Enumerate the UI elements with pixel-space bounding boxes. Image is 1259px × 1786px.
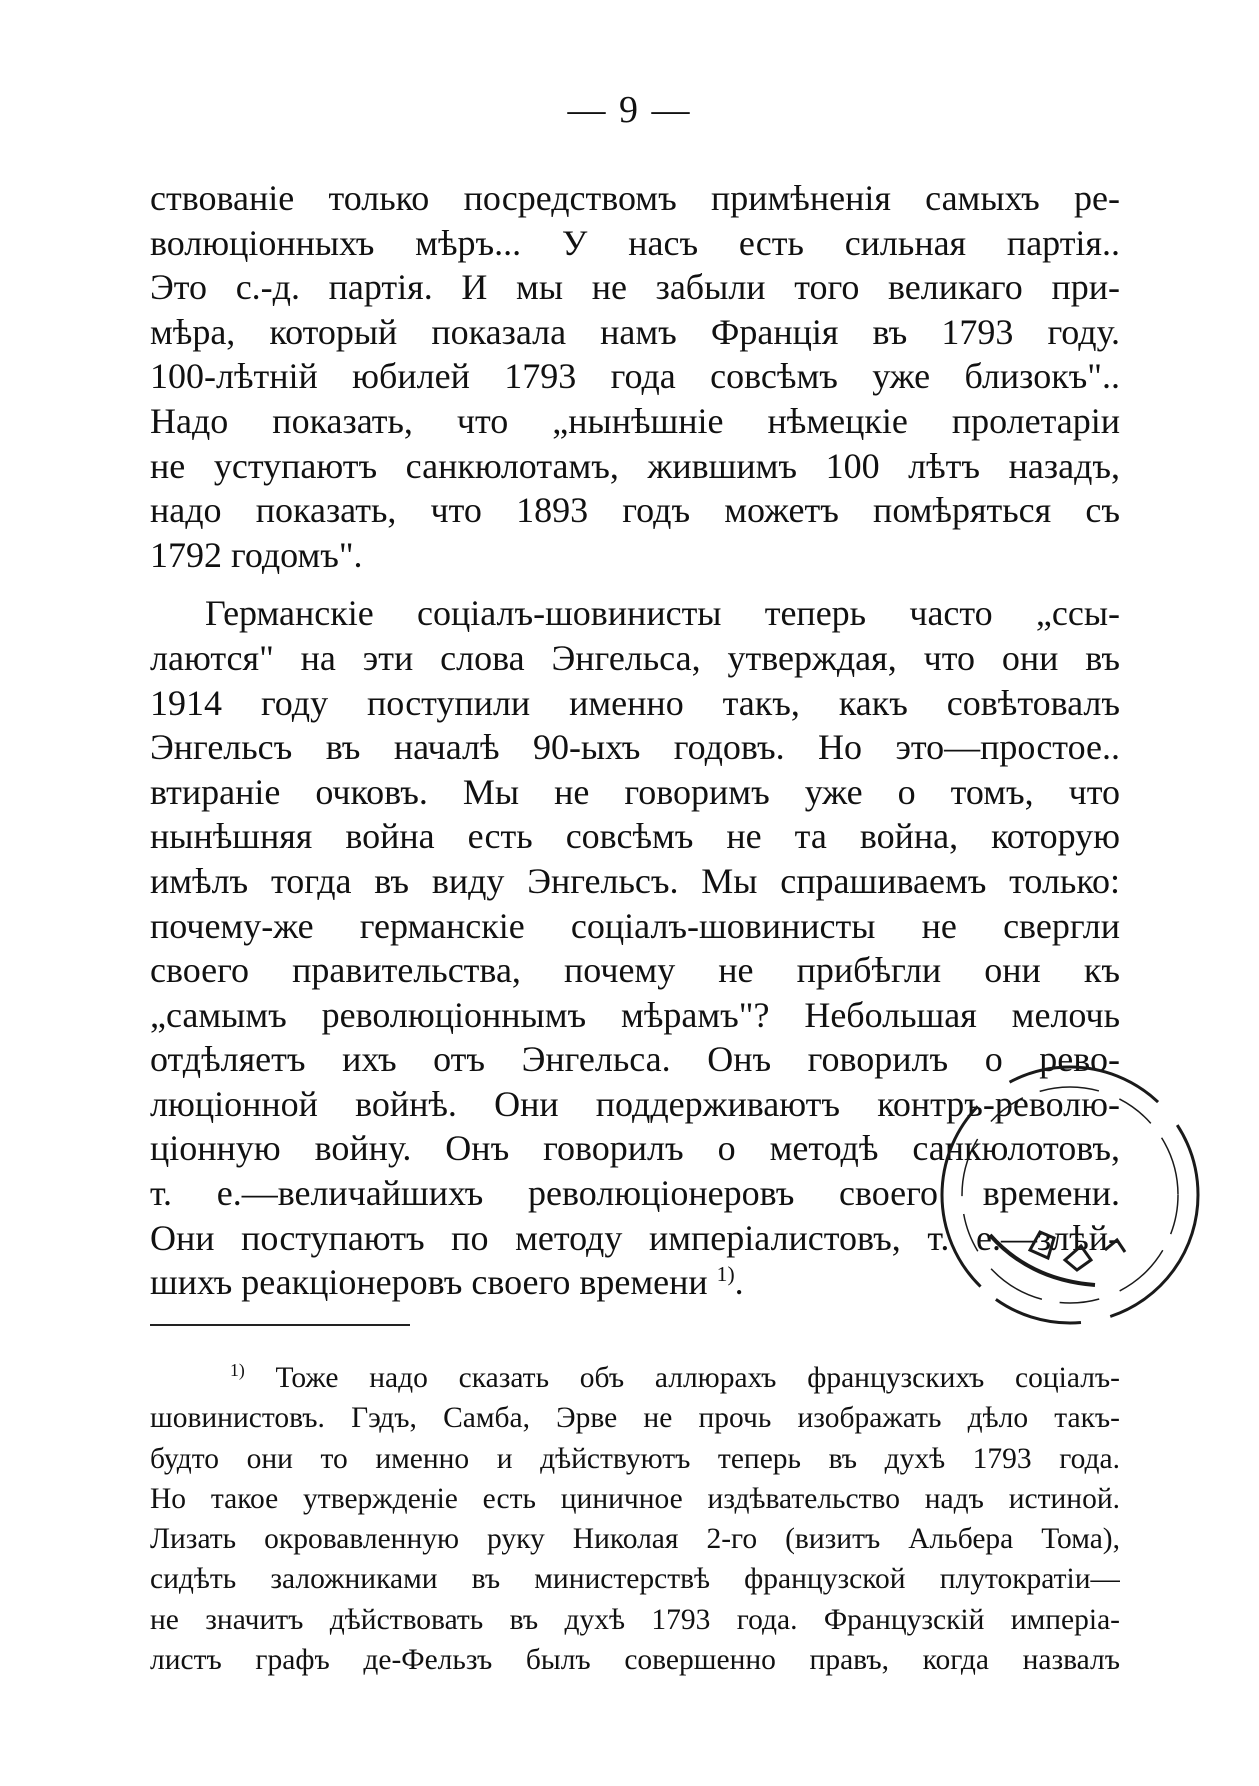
text-line: Энгельсъ въ началѣ 90-ыхъ годовъ. Но это—простое.. <box>150 727 1120 768</box>
text-line: мѣра, который показала намъ Франція въ 1793 году. <box>150 311 1120 352</box>
text-line: Они поступаютъ по методу имперіалистовъ, т. е.—злѣй- <box>150 1217 1120 1258</box>
text-line: Это с.-д. партія. И мы не забыли того великаго при- <box>150 267 1120 308</box>
text-line: 100-лѣтній юбилей 1793 года совсѣмъ уже близокъ".. <box>150 356 1120 397</box>
text-line: „самымъ революціоннымъ мѣрамъ"? Небольшая мелочь <box>150 994 1120 1035</box>
page-number: — 9 — <box>567 89 692 131</box>
footnote-line: Но такое утвержденіе есть циничное издѣвательство надъ истиной. <box>150 1482 1120 1515</box>
text-line: 1914 году поступили именно такъ, какъ совѣтовалъ <box>150 682 1120 723</box>
text-line: волюціонныхъ мѣръ... У насъ есть сильная партія.. <box>150 222 1120 263</box>
text-line: люціонной войнѣ. Они поддерживаютъ контръ-револю- <box>150 1083 1120 1124</box>
text-line: т. е.—величайшихъ революціонеровъ своего времени. <box>150 1173 1120 1214</box>
footnote-divider <box>150 1324 410 1326</box>
text-line: своего правительства, почему не прибѣгли они къ <box>150 950 1120 991</box>
text-line: отдѣляетъ ихъ отъ Энгельса. Онъ говорилъ о рево- <box>150 1039 1120 1080</box>
text-line: надо показать, что 1893 годъ можетъ помѣряться съ <box>150 490 1120 531</box>
footnote-line: Лизать окровавленную руку Николая 2-го (визитъ Альбера Тома), <box>150 1523 1120 1556</box>
library-stamp <box>920 1045 1180 1305</box>
text-line: ціонную войну. Онъ говорилъ о методѣ санкюлотовъ, <box>150 1128 1120 1169</box>
footnote-line: шовинистовъ. Гэдъ, Самба, Эрве не прочь изображать дѣло такъ- <box>150 1402 1120 1435</box>
text-line: имѣлъ тогда въ виду Энгельсъ. Мы спрашиваемъ только: <box>150 860 1120 901</box>
closing-punctuation: . <box>734 1262 744 1303</box>
footnote-block <box>150 1358 1120 1680</box>
text-line: нынѣшняя война есть совсѣмъ не та война, которую <box>150 816 1120 857</box>
footnote-line <box>150 1358 1120 1398</box>
text-line: втираніе очковъ. Мы не говоримъ уже о томъ, что <box>150 771 1120 812</box>
text-line: почему-же германскіе соціалъ-шовинисты не свергли <box>150 905 1120 946</box>
text-line: ствованіе только посредствомъ примѣненія самыхъ ре- <box>150 178 1120 218</box>
footnote-line: сидѣть заложниками въ министерствѣ французской плутократіи— <box>150 1563 1120 1596</box>
text-line: не уступаютъ санкюлотамъ, жившимъ 100 лѣтъ назадъ, <box>150 445 1120 486</box>
paragraph-start-line: Германскіе соціалъ-шовинисты теперь часто „ссы- <box>205 593 1120 634</box>
text-line: 1792 годомъ". <box>150 534 363 575</box>
footnote-line: будто они то именно и дѣйствуютъ теперь въ духѣ 1793 года. <box>150 1442 1120 1475</box>
footnote-line: листъ графъ де-Фельзъ былъ совершенно правъ, когда назвалъ <box>150 1644 1120 1677</box>
text-line: лаются" на эти слова Энгельса, утверждая, что они въ <box>150 637 1120 678</box>
text-fragment: шихъ реакціонеровъ своего времени <box>150 1262 708 1303</box>
text-line: Надо показать, что „нынѣшніе нѣмецкіе пролетаріи <box>150 400 1120 441</box>
footnote-marker: 1) <box>230 1360 245 1381</box>
footnote-reference[interactable]: 1) <box>716 1262 735 1287</box>
footnote-line: не значитъ дѣйствовать въ духѣ 1793 года. Французскій имперіа- <box>150 1603 1120 1636</box>
text-fragment: Тоже надо сказать объ аллюрахъ французскихъ соціалъ- <box>275 1362 1120 1394</box>
